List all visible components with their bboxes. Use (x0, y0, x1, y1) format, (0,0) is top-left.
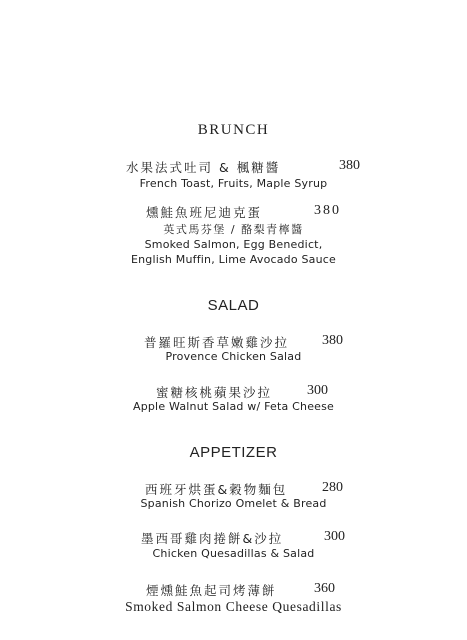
item-zh-salmon-quesadillas: 煙燻鮭魚起司烤薄餅 (146, 583, 277, 598)
item-en-salmon-quesadillas: Smoked Salmon Cheese Quesadillas (125, 599, 342, 614)
item-zh-french-toast: 水果法式吐司 & 楓糖醬 (126, 160, 281, 175)
item-price-chicken-quesadillas: 300 (324, 529, 345, 544)
item-zh-salmon-benedict: 燻鮭魚班尼迪克蛋 (146, 205, 263, 220)
item-en-provence-salad: Provence Chicken Salad (165, 350, 302, 363)
item-en-salmon-benedict: Smoked Salmon, Egg Benedict, (144, 238, 323, 251)
item-en-spanish-omelet: Spanish Chorizo Omelet & Bread (140, 497, 327, 510)
item-zh-apple-walnut-salad: 蜜糖核桃蘋果沙拉 (156, 385, 273, 400)
section-title-appetizer: APPETIZER (189, 444, 278, 461)
item-en2-salmon-benedict: English Muffin, Lime Avocado Sauce (130, 253, 337, 266)
item-price-provence-salad: 380 (322, 333, 343, 348)
section-title-brunch: BRUNCH (197, 122, 270, 138)
item-price-french-toast: 380 (339, 158, 360, 173)
item-zh-chicken-quesadillas: 墨西哥雞肉捲餅&沙拉 (141, 531, 284, 546)
item-en-chicken-quesadillas: Chicken Quesadillas & Salad (152, 547, 315, 560)
item-zh-provence-salad: 普羅旺斯香草嫩雞沙拉 (144, 335, 290, 350)
item-zh-sub-salmon-benedict: 英式馬芬堡 / 酪梨青檸醬 (163, 223, 304, 236)
section-title-salad: SALAD (207, 297, 260, 314)
item-price-spanish-omelet: 280 (322, 480, 343, 495)
item-en-apple-walnut-salad: Apple Walnut Salad w/ Feta Cheese (132, 400, 335, 413)
item-en-french-toast: French Toast, Fruits, Maple Syrup (139, 177, 328, 190)
item-price-apple-walnut-salad: 300 (307, 383, 328, 398)
item-price-salmon-quesadillas: 360 (314, 581, 335, 596)
item-zh-spanish-omelet: 西班牙烘蛋&穀物麵包 (145, 482, 288, 497)
item-price-salmon-benedict: 380 (314, 203, 341, 218)
